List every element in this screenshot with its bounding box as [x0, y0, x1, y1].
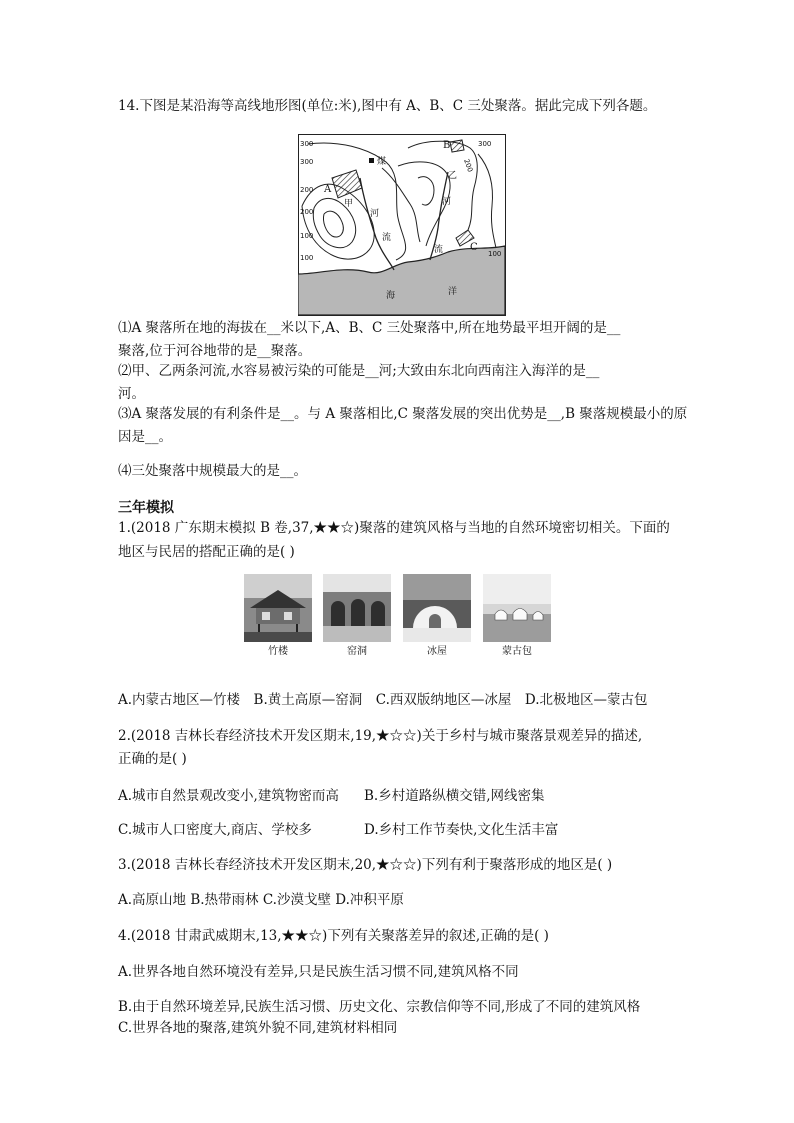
- q14-stem: 14.下图是某沿海等高线地形图(单位:米),图中有 A、B、C 三处聚落。据此完成下列各题。: [118, 98, 657, 114]
- q2-line1: 2.(2018 吉林长春经济技术开发区期末,19,★☆☆)关于乡村与城市聚落景观差异的描述,: [118, 728, 643, 744]
- map-label-jia: 甲: [344, 199, 354, 209]
- q14-sub2-line1: ⑵甲、乙两条河流,水容易被污染的可能是__河;大致由东北向西南注入海洋的是__: [118, 363, 600, 379]
- contour-label-300-b: 300: [300, 158, 314, 166]
- contour-label-300-r: 300: [478, 140, 492, 148]
- contour-label-200-b: 200: [300, 208, 314, 216]
- q2-option-b: B.乡村道路纵横交错,网线密集: [364, 788, 545, 804]
- settlement-b: [450, 140, 464, 152]
- map-label-yang: 洋: [448, 287, 458, 297]
- map-label-liu-jia: 流: [382, 233, 392, 243]
- map-label-b: B: [443, 140, 451, 151]
- photo-igloo: [403, 574, 471, 642]
- q4-option-b: B.由于自然环境差异,民族生活习惯、历史文化、宗教信仰等不同,形成了不同的建筑风格: [118, 999, 641, 1015]
- map-label-coal: 煤: [377, 157, 387, 167]
- q4-line1: 4.(2018 甘肃武威期末,13,★★☆)下列有关聚落差异的叙述,正确的是( ): [118, 928, 549, 944]
- contour-label-200-r: 200: [462, 157, 475, 174]
- map-label-c: C: [470, 242, 478, 253]
- q14-sub3-line1: ⑶A 聚落发展的有利条件是__。与 A 聚落相比,C 聚落发展的突出优势是__,B 聚落规模最小的原: [118, 406, 688, 422]
- photo-bamboo-house: [244, 574, 312, 642]
- contour-label-200-a: 200: [300, 186, 314, 194]
- q14-sub3-line2: 因是__。: [118, 429, 172, 445]
- coal-mine-marker: [369, 158, 374, 163]
- contour-label-300-a: 300: [300, 140, 314, 148]
- photo-cave-dwelling: [323, 574, 391, 642]
- caption-bamboo-house: 竹楼: [268, 646, 288, 657]
- q2-option-c: C.城市人口密度大,商店、学校多: [118, 822, 312, 838]
- map-label-hai: 海: [386, 291, 396, 301]
- map-label-a: A: [324, 184, 332, 195]
- caption-yurt: 蒙古包: [502, 646, 532, 657]
- q4-option-c: C.世界各地的聚落,建筑外貌不同,建筑材料相同: [118, 1020, 398, 1036]
- q2-option-a: A.城市自然景观改变小,建筑物密而高: [118, 788, 339, 804]
- map-label-he-jia: 河: [370, 209, 380, 219]
- q1-line1: 1.(2018 广东期末模拟 B 卷,37,★★☆)聚落的建筑风格与当地的自然环境密切相关。下面的: [118, 520, 670, 536]
- contour-label-100-r: 100: [488, 250, 502, 258]
- q3-options: A.高原山地 B.热带雨林 C.沙漠戈壁 D.冲积平原: [118, 892, 404, 908]
- contour-label-100-b: 100: [300, 254, 314, 262]
- caption-cave-dwelling: 窑洞: [347, 646, 367, 657]
- map-label-yi: 乙: [448, 171, 458, 181]
- q1-options: A.内蒙古地区—竹楼 B.黄土高原—窑洞 C.西双版纳地区—冰屋 D.北极地区—蒙古包: [118, 692, 648, 708]
- q2-line2: 正确的是( ): [118, 751, 187, 767]
- caption-igloo: 冰屋: [427, 646, 447, 657]
- q14-sub1-line1: ⑴A 聚落所在地的海拔在__米以下,A、B、C 三处聚落中,所在地势最平坦开阔的是__: [118, 320, 621, 336]
- section-title: 三年模拟: [118, 500, 174, 516]
- photo-yurt: [483, 574, 551, 642]
- q4-option-a: A.世界各地自然环境没有差异,只是民族生活习惯不同,建筑风格不同: [118, 964, 519, 980]
- contour-label-100-a: 100: [300, 232, 314, 240]
- map-label-liu-yi: 流: [434, 245, 444, 255]
- q1-line2: 地区与民居的搭配正确的是( ): [118, 544, 295, 560]
- q2-option-d: D.乡村工作节奏快,文化生活丰富: [364, 822, 559, 838]
- q3-line1: 3.(2018 吉林长春经济技术开发区期末,20,★☆☆)下列有利于聚落形成的地区是( ): [118, 857, 613, 873]
- contour-map: [298, 134, 506, 316]
- q14-sub1-line2: 聚落,位于河谷地带的是__聚落。: [118, 343, 312, 359]
- map-label-he-yi: 河: [442, 197, 452, 207]
- q14-sub2-line2: 河。: [118, 386, 145, 402]
- q14-sub4: ⑷三处聚落中规模最大的是__。: [118, 463, 307, 479]
